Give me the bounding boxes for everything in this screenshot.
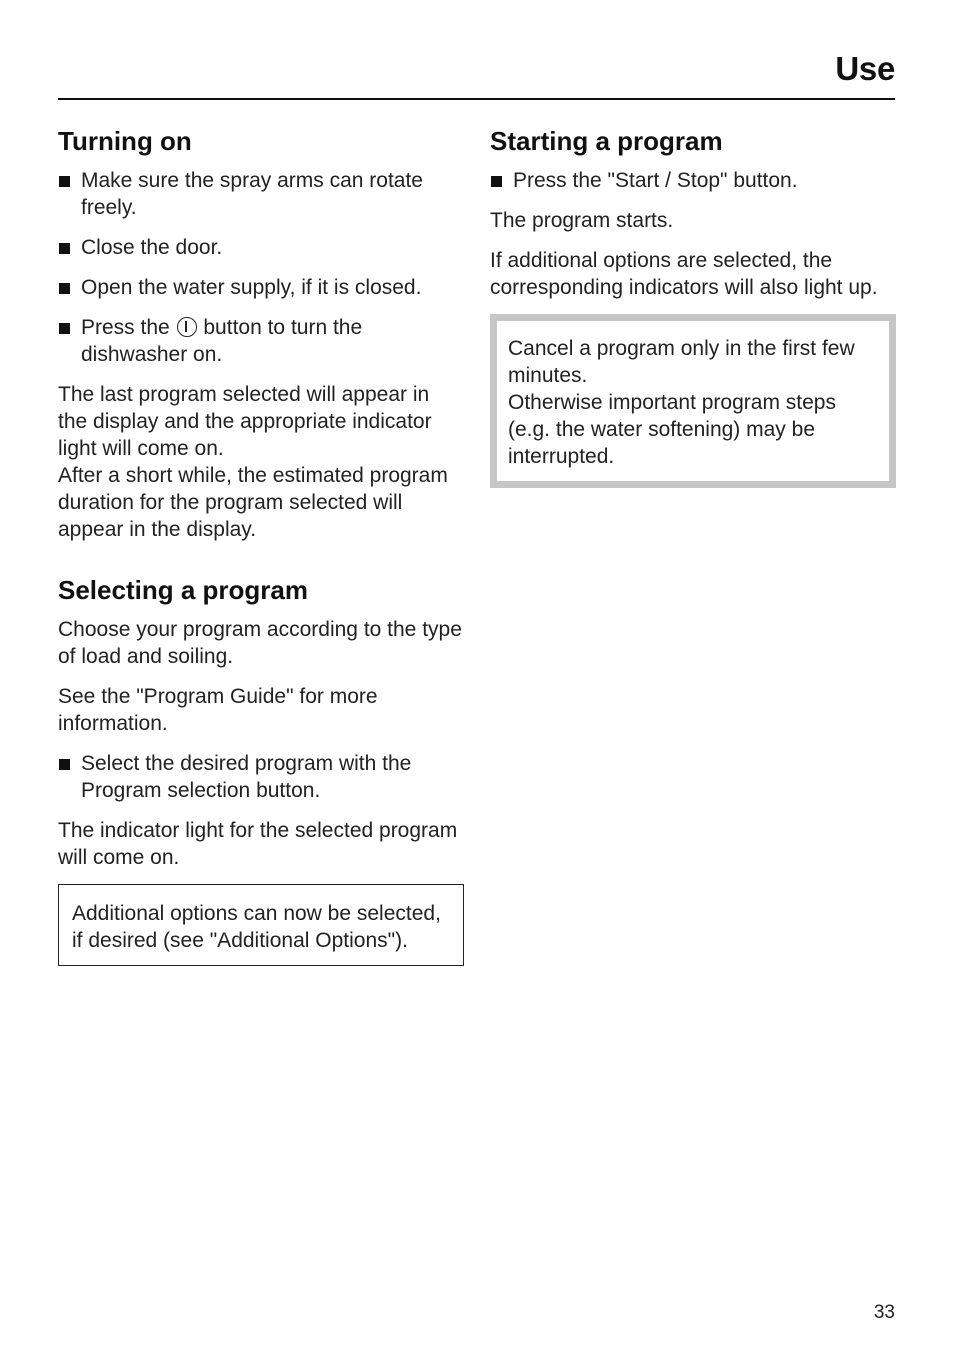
selecting-heading: Selecting a program bbox=[58, 575, 308, 605]
selecting-steps bbox=[58, 750, 464, 804]
title-divider bbox=[58, 98, 895, 100]
square-bullet-icon bbox=[59, 759, 70, 770]
note-text: Additional options can now be selected, if desired (see "Additional Options"). bbox=[72, 902, 441, 952]
starting-heading: Starting a program bbox=[490, 126, 723, 156]
warning-line: Otherwise important program steps (e.g. the water softening) may be interrupted. bbox=[508, 391, 836, 468]
square-bullet-icon bbox=[59, 283, 70, 294]
list-item-text: Make sure the spray arms can rotate freely. bbox=[81, 169, 423, 219]
list-item bbox=[58, 274, 464, 301]
turning-on-heading: Turning on bbox=[58, 126, 192, 156]
selecting-paragraph: Choose your program according to the type of load and soiling. bbox=[58, 618, 462, 668]
turning-on-steps bbox=[58, 167, 464, 368]
square-bullet-icon bbox=[491, 176, 502, 187]
list-item-text: Press the "Start / Stop" button. bbox=[513, 169, 798, 192]
list-item-text-after: button to turn the dishwasher on. bbox=[81, 316, 363, 366]
list-item bbox=[58, 167, 464, 221]
list-item-text: Select the desired program with the Program selection button. bbox=[81, 752, 412, 802]
turning-on-section bbox=[58, 124, 464, 543]
page-number: 33 bbox=[873, 1302, 895, 1323]
warning-box bbox=[490, 314, 896, 488]
right-column bbox=[490, 124, 896, 488]
selecting-section bbox=[58, 573, 464, 966]
paragraph-line: The last program selected will appear in the display and the appropriate indicator light will come on. bbox=[58, 383, 432, 460]
list-item bbox=[58, 750, 464, 804]
list-item-text: Open the water supply, if it is closed. bbox=[81, 276, 422, 299]
selecting-paragraph: See the "Program Guide" for more information. bbox=[58, 685, 378, 735]
square-bullet-icon bbox=[59, 243, 70, 254]
warning-line: Cancel a program only in the first few minutes. bbox=[508, 337, 855, 387]
list-item-text-before: Press the bbox=[81, 316, 176, 339]
square-bullet-icon bbox=[59, 176, 70, 187]
list-item bbox=[490, 167, 896, 194]
paragraph-line: After a short while, the estimated program duration for the program selected will appear in the display. bbox=[58, 464, 448, 541]
starting-paragraph: The program starts. bbox=[490, 209, 674, 232]
selecting-result: The indicator light for the selected program will come on. bbox=[58, 819, 458, 869]
starting-section bbox=[490, 124, 896, 488]
power-icon bbox=[177, 317, 197, 337]
square-bullet-icon bbox=[59, 323, 70, 334]
list-item-text: Close the door. bbox=[81, 236, 223, 259]
left-column bbox=[58, 124, 464, 966]
warning-text bbox=[508, 335, 877, 470]
starting-paragraph: If additional options are selected, the corresponding indicators will also light up. bbox=[490, 249, 878, 299]
starting-steps bbox=[490, 167, 896, 194]
turning-on-description bbox=[58, 381, 464, 543]
note-box bbox=[58, 884, 464, 966]
list-item bbox=[58, 314, 464, 368]
list-item bbox=[58, 234, 464, 261]
page-title: Use bbox=[835, 50, 895, 87]
